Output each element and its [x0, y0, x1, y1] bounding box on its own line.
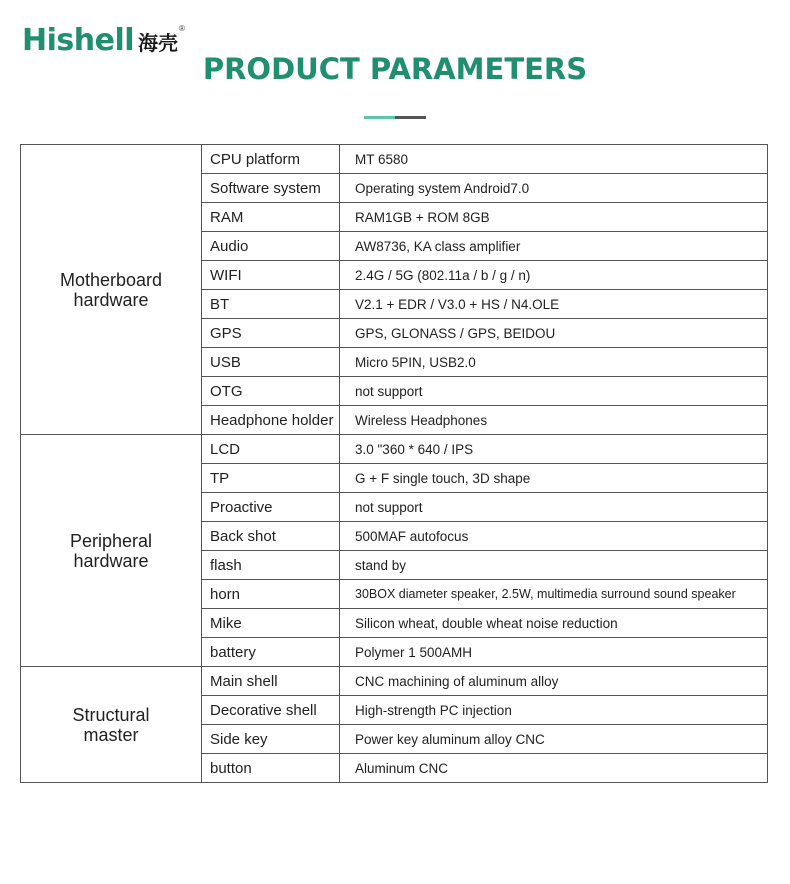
param-name: Proactive [202, 493, 340, 522]
param-name: CPU platform [202, 145, 340, 174]
brand-cjk-text: 海壳 [138, 31, 179, 55]
group-label-peripheral [21, 435, 202, 667]
param-name: GPS [202, 319, 340, 348]
param-name: flash [202, 551, 340, 580]
param-value: 500MAF autofocus [340, 522, 768, 551]
param-name: OTG [202, 377, 340, 406]
param-value: Micro 5PIN, USB2.0 [340, 348, 768, 377]
param-value: RAM1GB + ROM 8GB [340, 203, 768, 232]
param-name: Decorative shell [202, 696, 340, 725]
param-name: horn [202, 580, 340, 609]
param-name: Main shell [202, 667, 340, 696]
param-value: AW8736, KA class amplifier [340, 232, 768, 261]
param-name: BT [202, 290, 340, 319]
param-value: Operating system Android7.0 [340, 174, 768, 203]
param-name: Side key [202, 725, 340, 754]
param-value: G + F single touch, 3D shape [340, 464, 768, 493]
brand-latin-text: Hishell [22, 23, 135, 58]
param-name: Headphone holder [202, 406, 340, 435]
param-value: Aluminum CNC [340, 754, 768, 783]
param-name: USB [202, 348, 340, 377]
param-value: Polymer 1 500AMH [340, 638, 768, 667]
brand-logo [22, 22, 185, 56]
param-value: V2.1 + EDR / V3.0 + HS / N4.OLE [340, 290, 768, 319]
param-value: stand by [340, 551, 768, 580]
group-label-structural [21, 667, 202, 783]
param-name: battery [202, 638, 340, 667]
param-name: LCD [202, 435, 340, 464]
group-label-motherboard [21, 145, 202, 435]
registered-mark: ® [179, 24, 185, 33]
group-label-line: Peripheral [69, 530, 153, 551]
param-value: 30BOX diameter speaker, 2.5W, multimedia surround sound speaker [340, 580, 768, 609]
param-value: Power key aluminum alloy CNC [340, 725, 768, 754]
group-label-line: Structural [72, 704, 150, 725]
group-label-line: Motherboard [59, 269, 163, 290]
param-name: Mike [202, 609, 340, 638]
page-title: PRODUCT PARAMETERS [202, 52, 588, 86]
param-name: WIFI [202, 261, 340, 290]
param-value: Wireless Headphones [340, 406, 768, 435]
param-name: RAM [202, 203, 340, 232]
table-row [21, 435, 768, 464]
group-label-line: hardware [73, 550, 149, 571]
title-underline-dark [395, 116, 426, 119]
table-row [21, 145, 768, 174]
param-name: Back shot [202, 522, 340, 551]
param-value: Silicon wheat, double wheat noise reduction [340, 609, 768, 638]
param-value: 2.4G / 5G (802.11a / b / g / n) [340, 261, 768, 290]
param-value: High-strength PC injection [340, 696, 768, 725]
param-value: MT 6580 [340, 145, 768, 174]
table-row [21, 667, 768, 696]
param-value: CNC machining of aluminum alloy [340, 667, 768, 696]
param-name: TP [202, 464, 340, 493]
param-name: Software system [202, 174, 340, 203]
parameters-table [20, 144, 768, 783]
param-value: not support [340, 493, 768, 522]
title-underline [364, 116, 426, 119]
param-name: Audio [202, 232, 340, 261]
param-value: 3.0 "360 * 640 / IPS [340, 435, 768, 464]
title-underline-accent [364, 116, 395, 119]
group-label-line: hardware [73, 289, 149, 310]
group-label-line: master [83, 724, 139, 745]
param-value: not support [340, 377, 768, 406]
param-value: GPS, GLONASS / GPS, BEIDOU [340, 319, 768, 348]
param-name: button [202, 754, 340, 783]
